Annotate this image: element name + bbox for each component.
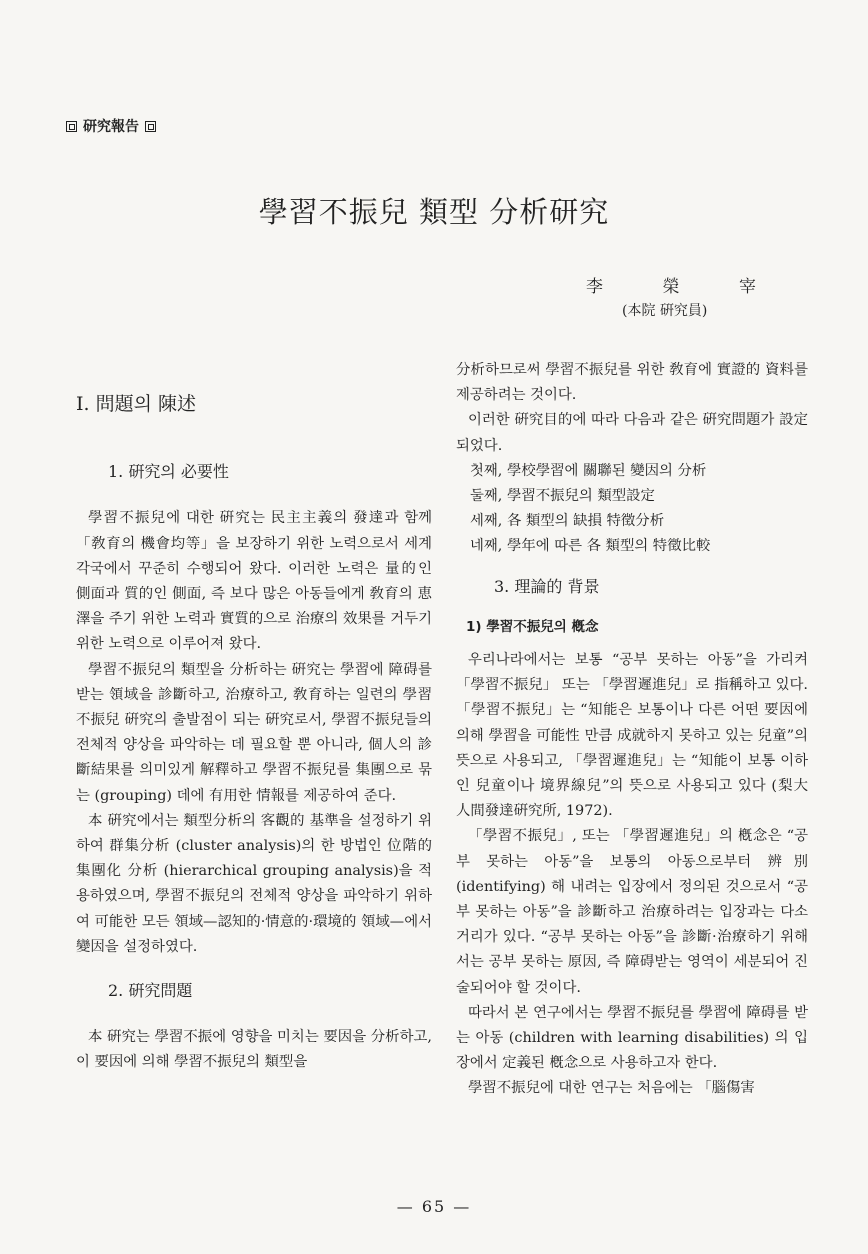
- list-item: 첫째, 學校學習에 關聯된 變因의 分析: [470, 462, 707, 479]
- body-paragraph: 學習不振兒에 대한 연구는 처음에는 「腦傷害: [468, 1080, 755, 1097]
- section-heading: Ⅰ. 問題의 陳述: [76, 393, 196, 415]
- left-column: [76, 380, 432, 1076]
- body-paragraph: 分析하므로써 學習不振兒를 위한 敎育에 實證的 資料를 제공하려는 것이다.: [456, 362, 808, 404]
- author-name-char: 李: [586, 277, 603, 297]
- body-paragraph: 따라서 본 연구에서는 學習不振兒를 學習에 障碍를 받는 아동 (children with learning disabilities) 의 입장에서 定義된 槪念으로 사용하고자 한다.: [456, 1004, 808, 1072]
- report-category-label: 研究報告: [83, 119, 139, 135]
- subsection-heading: 3. 理論的 背景: [494, 576, 600, 596]
- author-name-char: 榮: [662, 277, 680, 297]
- box-bullet-icon: [66, 121, 77, 132]
- box-bullet-icon: [145, 121, 156, 132]
- body-paragraph: 學習不振兒에 대한 硏究는 民主主義의 發達과 함께 「敎育의 機會均等」을 보장하기 위한 노력으로서 세계 각국에서 꾸준히 수행되어 왔다. 이러한 노력은 量的인 側面과 質的인 側面, 즉 보다 많은 아동들에게 敎育의 恵澤을 주기 위한 노력과 實質的으로 治療의 效果를 거두기 위한 노력으로 이루어져 왔다.: [76, 510, 432, 653]
- right-column: [456, 358, 808, 1102]
- subsection-heading: 1. 硏究의 必要性: [108, 462, 229, 482]
- author-name-char: 宰: [739, 277, 756, 297]
- body-paragraph: 우리나라에서는 보통 “공부 못하는 아동”을 가리켜 「學習不振兒」 또는 「學習遲進兒」로 指稱하고 있다. 「學習不振兒」는 “知能은 보통이나 다른 어떤 要因에 의해 學習을 可能性 만큼 成就하지 못하고 있는 兒童”의 뜻으로 사용되고, 「學習遲進兒」는 “知能이 보통 이하인 兒童이나 境界線兒”의 뜻으로 사용되고 있다 (梨大 人間發達硏究所, 1972).: [456, 652, 808, 820]
- author-affiliation: (本院 硏究員): [622, 303, 708, 319]
- list-item: 세째, 各 類型의 缺損 特徵分析: [470, 513, 665, 530]
- body-paragraph: 이러한 硏究目的에 따라 다음과 같은 硏究問題가 設定되었다.: [456, 412, 808, 454]
- report-category-tag: [66, 116, 156, 136]
- author-name: [586, 272, 756, 297]
- page-number: — 65 —: [396, 1197, 472, 1216]
- body-paragraph: 學習不振兒의 類型을 分析하는 硏究는 學習에 障碍를 받는 領域을 診斷하고, 治療하고, 敎育하는 일련의 學習不振兒 硏究의 출발점이 되는 硏究로서, 學習不振兒들의 전체적 양상을 파악하는 데 필요할 뿐 아니라, 個人의 診斷結果를 의미있게 解釋하고 學習不振兒를 集團으로 묶는 (grouping) 데에 有用한 情報를 제공하여 준다.: [76, 661, 432, 804]
- list-item: 둘째, 學習不振兒의 類型設定: [470, 488, 655, 505]
- page-title: 學習不振兒 類型 分析研究: [258, 195, 610, 229]
- list-item: 네째, 學年에 따른 各 類型의 特徵比較: [470, 538, 711, 555]
- body-paragraph: 本 硏究는 學習不振에 영향을 미치는 要因을 分析하고, 이 要因에 의해 學習不振兒의 類型을: [76, 1029, 432, 1071]
- body-paragraph: 「學習不振兒」, 또는 「學習遲進兒」의 槪念은 “공부 못하는 아동”을 보통의 아동으로부터 辨別 (identifying) 해 내려는 입장에서 정의된 것으로서 “공부 못하는 아동”을 診斷하고 治療하려는 입장과는 다소 거리가 있다. “공부 못하는 아동”을 診斷·治療하기 위해서는 공부 못하는 原因, 즉 障碍받는 영역이 세분되어 진술되어야 할 것이다.: [456, 828, 808, 996]
- sub-subsection-heading: 1) 學習不振兒의 槪念: [466, 618, 599, 635]
- body-paragraph: 本 硏究에서는 類型分析의 客觀的 基準을 설정하기 위하여 群集分析 (cluster analysis)의 한 방법인 位階的 集團化 分析 (hierarchical grouping analysis)을 적용하였으며, 學習不振兒의 전체적 양상을 파악하기 위하여 可能한 모든 領域—認知的·情意的·環境的 領域—에서 變因을 설정하였다.: [76, 812, 432, 955]
- subsection-heading: 2. 硏究問題: [108, 981, 193, 1001]
